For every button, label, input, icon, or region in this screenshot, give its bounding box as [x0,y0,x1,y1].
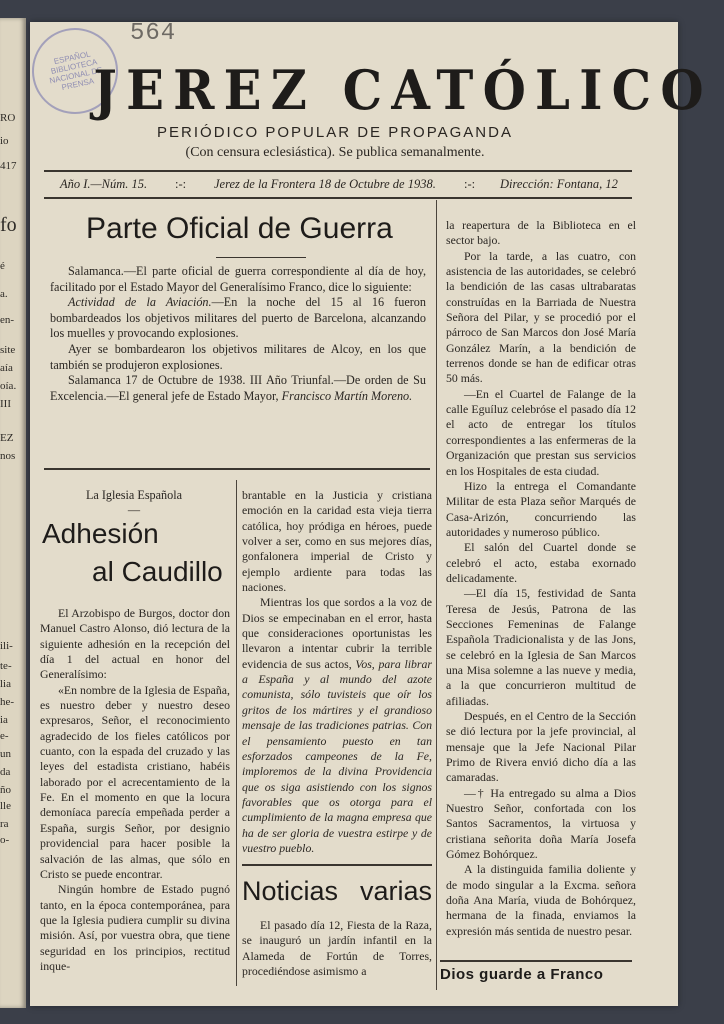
section-label: La Iglesia Española [85,488,183,502]
prev-page-fragment: ño [0,784,11,796]
rule-above-footer [440,960,632,962]
prev-page-fragment: é [0,260,5,272]
headline-word: Noticias [242,876,339,906]
article-adhesion [40,606,230,974]
info-separator: :-: [464,177,476,191]
stamp-text: ESPAÑOL BIBLIOTECA NACIONAL DE PRENSA [48,49,104,93]
prev-page-fragment: ra [0,818,9,830]
masthead-subtitle: PERIÓDICO POPULAR DE PROPAGANDA [157,124,513,141]
address: Dirección: Fontana, 12 [500,177,618,191]
paragraph: brantable en la Justicia y cristiana emoción en la caridad esta vieja tierra católica, hoy pródiga en héroes, puede volver a ser, como en sus mejores días, gonfalonera imperial de Cristo y ejemplo ardiente para todas las naciones. [242,488,432,595]
column-divider [436,200,437,990]
paragraph: —En el Cuartel de Falange de la calle Eguíluz celebróse el pasado día 12 el acto de entregar los títulos correspondientes a las enfermeras de la Organización que prestan sus servicios en los Hospitales de esta ciudad. [446,386,636,478]
paragraph: El salón del Cuartel donde se celebró el acto, estaba exornado delicadamente. [446,540,636,585]
paragraph [50,373,426,404]
paragraph: «En nombre de la Iglesia de España, es nuestro deber y nuestro deseo expresaros, Señor, el reconocimiento agradecido de los fieles católicos por cuanto, con la espada del cruzado y las leyes del estadista cristiano, habéis laborado por el acrecentamiento de la Fe. En el momento en que la locura demoníaca parecía empeñada perder a España, surgis Señor, por designio providencial para hacer posible la salvación de las almas, que sólo en Cristo se puede encontrar. [40,682,230,881]
headline-adhesion-line1: Adhesión [42,518,159,549]
article-noticias [242,918,432,979]
paragraph: —El día 15, festividad de Santa Teresa de Jesús, Patrona de las Secciones Femeninas de Falange Española Tradicionalista y de las Jons, se celebró en la Iglesia de San Marcos una Misa solemne a las nueve y media, a la que concurrieron multitud de afiliadas. [446,586,636,708]
prev-page-fragment: oía. [0,380,17,392]
signature-name: Francisco Martín Moreno. [281,388,413,403]
prev-page-fragment: he- [0,696,15,708]
prev-page-fragment: da [0,766,11,778]
short-rule [216,257,306,258]
italic-lead: Actividad de la Aviación. [68,295,212,310]
rule-under-parte [44,468,430,470]
previous-page-edge [0,18,26,1008]
prev-page-fragment: ia [0,714,8,726]
prev-page-fragment: lle [0,800,11,812]
prev-page-fragment: EZ [0,432,14,444]
info-separator: :-: [175,177,187,191]
paragraph: El Arzobispo de Burgos, doctor don Manuel Castro Alonso, dió lectura de la siguiente adhesión en la recepción del día 1 del actual en honor del Generalísimo: [40,606,230,682]
rule-under-info [44,197,632,199]
paragraph-text: —En la noche del 15 al 16 fueron bombardeados los objetivos militares del puerto de Barcelona, alcanzando los muelles y provocando explosiones. [50,295,426,341]
prev-page-fragment: e- [0,730,9,742]
issue-number: Año I.—Núm. 15. [60,177,148,191]
masthead-title: JEREZ CATÓLICO [93,58,713,122]
paragraph: El pasado día 12, Fiesta de la Raza, se inauguró un jardín infantil en la Alameda de Fortún de Torres, procediéndose asimismo a [242,918,432,979]
page-number: 564 [130,20,177,47]
paragraph: Después, en el Centro de la Sección se dió lectura por la jefe provincial, al mensaje que la Jefe Nacional Pilar Primo de Rivera envió dicho día a las camaradas. [446,709,636,785]
prev-page-fragment: ili- [0,640,13,652]
paragraph: Ningún hombre de Estado pugnó tanto, en la época contemporánea, para que la Iglesia pudiera cumplir su divina misión. Así, por vuestra obra, que tiene seguridad en los principios, rectitud inque- [40,882,230,973]
article-parte-oficial [50,264,426,404]
headline-word: varias [360,876,433,906]
prev-page-fragment: a. [0,288,8,300]
prev-page-fragment: RO [0,112,16,124]
paragraph: Por la tarde, a las cuatro, con asistencia de las autoridades, se celebró la bendición de las casas ultrabaratas construídas en la Barriada de Nuestra Señora del Pilar, y se procedió por el párroco de San Marcos don José María González Marín, a la bendición de terrenos donde se han de edificar otras 50 más. [446,248,636,386]
italic-text: Vos, para librar a España y al mundo del azote comunista, sólo tuvisteis que oír los gritos de los mártires y el grandioso mensaje de las tradiciones patrias. Con el pensamiento puesto en tan esforzados campeones de la Fe, imploremos de la divina Providencia que os siga asistiendo con los signos favorables que os otorga para el cumplimiento de la magna empresa que ha de ser gloria de vuestra estirpe y de vuestro pueblo. [242,656,432,855]
paragraph: —† Ha entregado su alma a Dios Nuestro Señor, confortada con los Santos Sacramentos, la virtuosa y cristiana señorita doña María Josefa Gómez Bohórquez. [446,785,636,862]
headline-parte-oficial: Parte Oficial de Guerra [86,212,393,245]
prev-page-fragment: lia [0,678,11,690]
paragraph-text: Mientras los que sordos a la voz de Dios se empecinaban en el error, hasta que consideraciones oportunistas les llevaron a intentar cubrir la terrible evidencia de sus actos, [242,595,432,671]
prev-page-fragment: aía [0,362,13,374]
prev-page-fragment: en- [0,314,15,326]
headline-adhesion-line2: al Caudillo [92,556,223,587]
paragraph [50,295,426,342]
paragraph: Hizo la entrega el Comandante Militar de esta Plaza señor Marqués de Casa-Arizón, concurriendo las autoridades y numeroso público. [446,478,636,539]
prev-page-fragment: III [0,398,11,410]
prev-page-fragment: site [0,344,16,356]
paragraph: Ayer se bombardearon los objetivos militares de Alcoy, en los que también se produjeron explosiones. [50,341,426,372]
rule-above-noticias [242,864,432,866]
prev-page-fragment: te- [0,660,12,672]
paragraph-text: Salamanca 17 de Octubre de 1938. III Año Triunfal.—De orden de Su Excelencia.—El general jefe de Estado Mayor, [50,373,426,403]
article-right-column [446,218,636,939]
prev-page-fragment: 417 [0,160,17,172]
masthead-censorship-note: (Con censura eclesiástica). Se publica semanalmente. [185,145,485,160]
paragraph: la reapertura de la Biblioteca en el sector bajo. [446,218,636,248]
prev-page-fragment: un [0,748,11,760]
column-divider [236,480,237,986]
footer-slogan: Dios guarde a Franco [440,966,604,983]
rule-top [44,170,632,172]
prev-page-fragment: nos [0,450,16,462]
paragraph: A la distinguida familia doliente y de modo singular a la Excma. señora doña Ana María, viuda de Bohórquez, hermana de la finada, enviamos la expresión más sentida de nuestro pesar. [446,862,636,938]
section-dash: — [127,503,141,517]
headline-noticias-varias [242,876,432,907]
prev-page-fragment: fo [0,214,17,236]
article-adhesion-continued [242,488,432,856]
paragraph: Salamanca.—El parte oficial de guerra correspondiente al día de hoy, facilitado por el Estado Mayor del Generalísimo Franco, dice lo siguiente: [50,264,426,294]
paragraph [242,595,432,856]
prev-page-fragment: io [0,135,9,147]
issue-date: Jerez de la Frontera 18 de Octubre de 1938. [214,177,436,191]
prev-page-fragment: o- [0,834,10,846]
